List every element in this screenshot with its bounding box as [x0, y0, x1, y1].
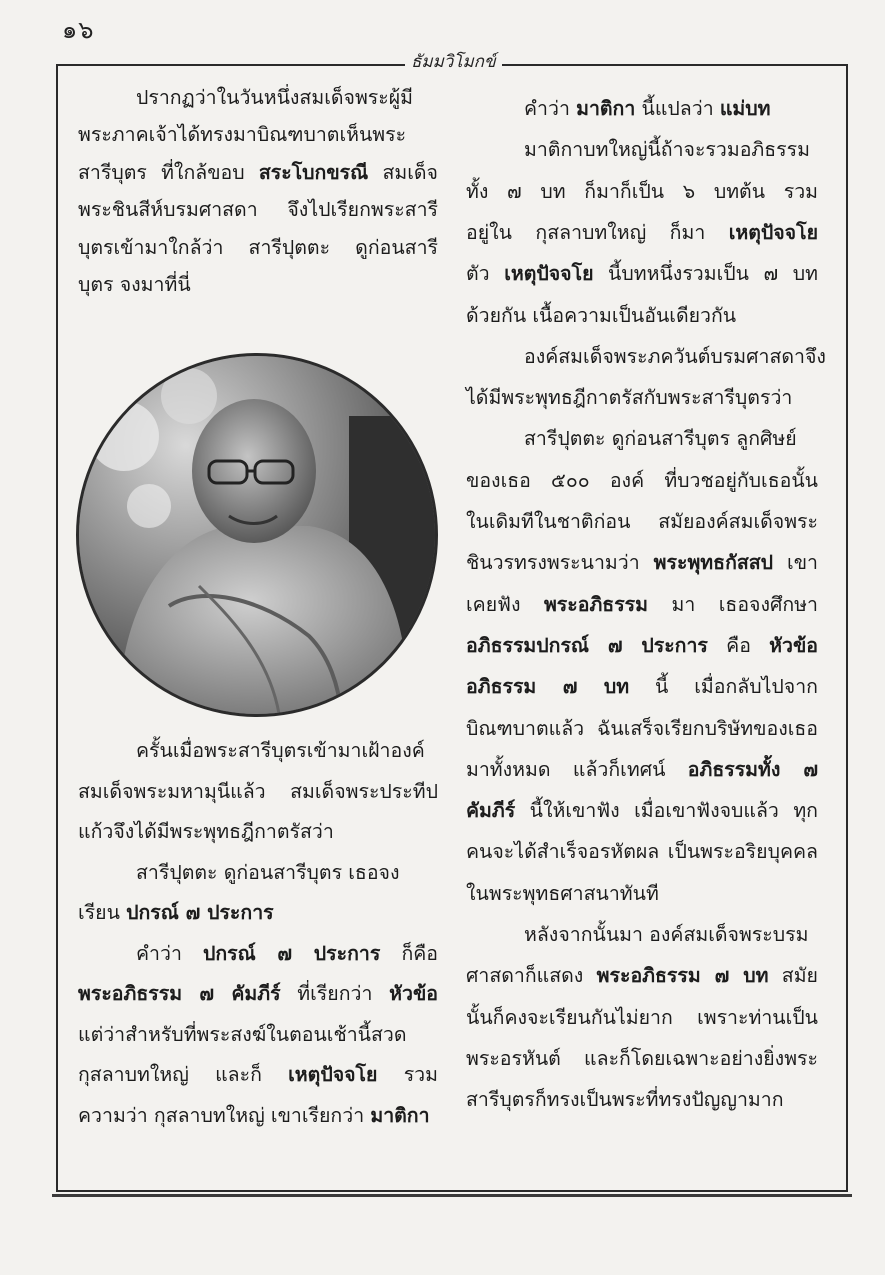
text-line	[78, 734, 438, 768]
text-line	[78, 118, 438, 152]
text-segment: สมัย	[768, 964, 818, 988]
text-segment: แก้วจึงได้มีพระพุทธฎีกาตรัสว่า	[78, 820, 334, 843]
text-line	[466, 753, 818, 787]
text-segment: สารีปุตตะ ดูก่อนสารีบุตร เธอจง	[136, 860, 400, 884]
text-segment: พระอรหันต์ และก็โดยเฉพาะอย่างยิ่งพระ	[466, 1046, 818, 1070]
text-segment: ทั้ง ๗ บท ก็มาก็เป็น ๖ บทต้น รวม	[466, 179, 818, 203]
text-segment: ตัว	[466, 262, 505, 286]
bold-term: เหตุปัจจโย	[288, 1063, 378, 1086]
text-segment: เคยฟัง	[466, 592, 544, 616]
text-line	[78, 1099, 438, 1133]
text-segment: ได้มีพระพุทธฎีกาตรัสกับพระสารีบุตรว่า	[466, 386, 793, 410]
text-line	[78, 815, 438, 849]
bold-term: คัมภีร์	[466, 799, 516, 823]
monk-portrait-icon	[79, 356, 435, 714]
text-line	[78, 977, 438, 1011]
text-segment: นี้แปลว่า	[635, 97, 720, 120]
text-line	[466, 1083, 818, 1117]
bold-term: แม่บท	[719, 97, 771, 120]
text-line	[466, 670, 818, 704]
bold-term: เหตุปัจจโย	[504, 262, 594, 286]
text-line	[78, 231, 438, 265]
text-segment: มาติกาบทใหญ่นี้ถ้าจะรวมอภิธรรม	[524, 138, 810, 162]
text-line	[466, 877, 818, 911]
text-line	[466, 464, 818, 498]
text-line	[466, 340, 826, 374]
text-segment: คือ	[707, 633, 770, 657]
text-segment: พระภาคเจ้าได้ทรงมาบิณฑบาตเห็นพระ	[78, 123, 407, 147]
text-segment: มาทั้งหมด แล้วก็เทศน์	[466, 757, 688, 781]
page-number: ๑๖	[62, 16, 95, 44]
text-segment: ด้วยกัน เนื้อความเป็นอันเดียวกัน	[466, 303, 737, 327]
text-segment: บิณฑบาตแล้ว ฉันเสร็จเรียกบริษัทของเธอ	[466, 716, 818, 740]
text-line	[466, 794, 818, 828]
text-segment: สมเด็จพระมหามุนีแล้ว สมเด็จพระประทีป	[78, 779, 438, 803]
bold-term: มาติกา	[370, 1103, 430, 1127]
text-line	[78, 1058, 438, 1092]
text-line	[466, 505, 818, 539]
text-line	[78, 937, 438, 971]
bold-term: หัวข้อ	[769, 633, 818, 657]
text-line	[78, 1018, 438, 1052]
text-line	[466, 712, 818, 746]
text-line	[466, 175, 818, 209]
text-line	[466, 381, 818, 415]
monk-portrait-photo	[76, 353, 438, 717]
text-segment: ครั้นเมื่อพระสารีบุตรเข้ามาเฝ้าองค์	[136, 739, 425, 762]
text-segment: พระชินสีห์บรมศาสดา จึงไปเรียกพระสารี	[78, 198, 438, 222]
text-segment: ศาสดาก็แสดง	[466, 964, 597, 988]
text-segment: ชินวรทรงพระนามว่า	[466, 551, 654, 575]
bold-term: พระอภิธรรม	[543, 592, 649, 616]
bold-term: อภิธรรม ๗ บท	[466, 675, 630, 699]
bold-term: พระอภิธรรม ๗ บท	[596, 964, 769, 988]
text-segment: มา เธอจงศึกษา	[648, 592, 818, 616]
text-line	[78, 193, 438, 227]
text-segment: คนจะได้สำเร็จอรหัตผล เป็นพระอริยบุคคล	[466, 840, 818, 864]
text-segment: อยู่ใน กุสลาบทใหญ่ ก็มา	[466, 220, 729, 244]
text-segment: ก็คือ	[380, 941, 439, 965]
text-segment: คำว่า	[136, 941, 203, 965]
text-line	[466, 1042, 818, 1076]
text-segment: ปรากฏว่าในวันหนึ่งสมเด็จพระผู้มี	[136, 86, 414, 109]
text-segment: ในเดิมทีในชาติก่อน สมัยองค์สมเด็จพระ	[466, 510, 818, 533]
text-segment: สารีบุตรก็ทรงเป็นพระที่ทรงปัญญามาก	[466, 1088, 784, 1112]
text-line	[466, 422, 818, 456]
text-segment: นั้นก็คงจะเรียนกันไม่ยาก เพราะท่านเป็น	[466, 1005, 818, 1029]
text-segment: ในพระพุทธศาสนาทันที	[466, 881, 659, 905]
text-line	[466, 588, 818, 622]
text-segment: ความว่า กุสลาบทใหญ่ เขาเรียกว่า	[78, 1103, 371, 1127]
text-line	[466, 1001, 818, 1035]
text-segment: ที่เรียกว่า	[280, 982, 390, 1005]
bold-term: อภิธรรมทั้ง ๗	[687, 757, 818, 781]
bold-term: มาติกา	[576, 97, 636, 120]
text-segment: ของเธอ ๕๐๐ องค์ ที่บวชอยู่กับเธอนั้น	[466, 468, 818, 492]
text-line	[466, 918, 818, 952]
text-line	[78, 268, 438, 302]
bold-term: ปกรณ์ ๗ ประการ	[203, 941, 381, 965]
text-line	[78, 856, 438, 890]
text-segment: เขา	[773, 551, 818, 575]
text-segment: องค์สมเด็จพระภควันต์บรมศาสดาจึง	[524, 344, 826, 368]
text-segment: รวม	[377, 1063, 438, 1086]
text-line	[466, 257, 818, 291]
text-segment: กุสลาบทใหญ่ และก็	[78, 1063, 289, 1086]
text-line	[466, 299, 818, 333]
text-line	[78, 81, 438, 115]
bold-term: สระโบกขรณี	[258, 160, 369, 184]
text-line	[466, 629, 818, 663]
text-segment: สารีบุตร ที่ใกล้ขอบ	[78, 160, 259, 184]
text-line	[466, 959, 818, 993]
text-segment: นี้ให้เขาฟัง เมื่อเขาฟังจบแล้ว ทุก	[515, 799, 818, 823]
text-line	[466, 835, 818, 869]
text-line	[78, 156, 438, 190]
text-line	[466, 133, 818, 167]
text-segment: นี้บทหนึ่งรวมเป็น ๗ บท	[593, 262, 818, 286]
bold-term: ปกรณ์ ๗ ประการ	[126, 901, 274, 924]
frame-shadow-line	[52, 1194, 852, 1197]
text-segment: คำว่า	[524, 97, 577, 120]
text-segment: นี้ เมื่อกลับไปจาก	[629, 675, 818, 699]
text-line	[78, 896, 438, 930]
text-line	[466, 546, 818, 580]
text-line	[78, 775, 438, 809]
text-line	[466, 216, 818, 250]
text-segment: สารีปุตตะ ดูก่อนสารีบุตร ลูกศิษย์	[524, 427, 797, 451]
text-segment: บุตร จงมาที่นี่	[78, 273, 191, 296]
text-segment: แต่ว่าสำหรับที่พระสงฆ์ในตอนเช้านี้สวด	[78, 1022, 407, 1046]
bold-term: อภิธรรมปกรณ์ ๗ ประการ	[466, 633, 708, 657]
bold-term: พระอภิธรรม ๗ คัมภีร์	[78, 982, 281, 1005]
text-segment: เรียน	[78, 901, 127, 924]
text-segment: สมเด็จ	[368, 160, 438, 184]
running-head: ธัมมวิโมกข์	[405, 48, 502, 75]
text-line	[466, 92, 818, 126]
text-segment: บุตรเข้ามาใกล้ว่า สารีปุตตะ ดูก่อนสารี	[78, 235, 438, 259]
bold-term: พระพุทธกัสสป	[653, 551, 774, 575]
bold-term: เหตุปัจจโย	[728, 220, 818, 244]
bold-term: หัวข้อ	[389, 982, 438, 1005]
text-segment: หลังจากนั้นมา องค์สมเด็จพระบรม	[524, 923, 809, 946]
